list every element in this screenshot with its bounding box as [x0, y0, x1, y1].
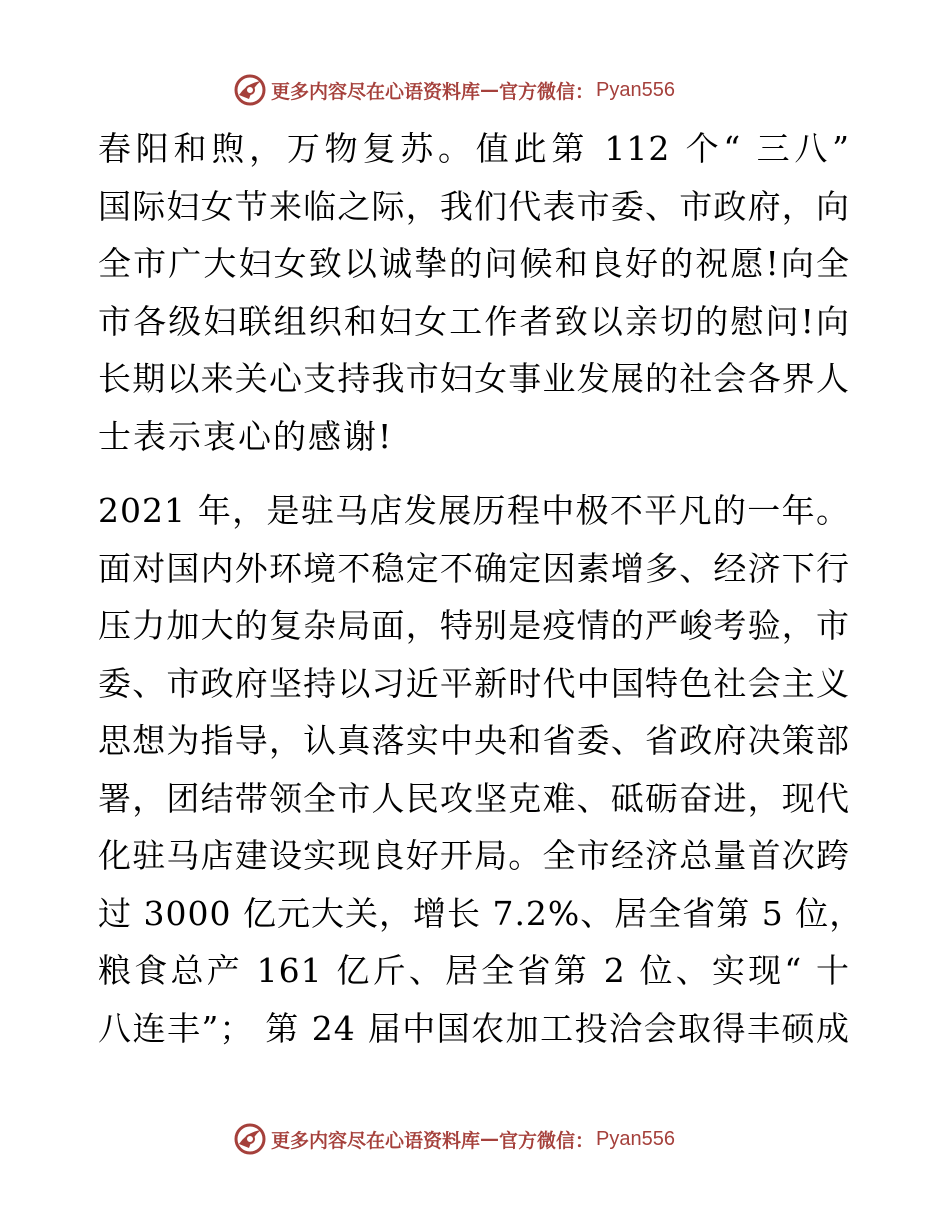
- watermark-label: 官方微信：: [499, 1129, 595, 1152]
- footer-watermark: [233, 1121, 675, 1157]
- paragraph-review-2021: [98, 482, 864, 1057]
- text-line: 春阳和煦，万物复苏。值此第 112 个“ 三八”: [98, 129, 850, 168]
- paragraph-spacer: [98, 465, 850, 482]
- text-line: 粮食总产 161 亿斤、居全省第 2 位、实现“ 十: [98, 951, 850, 990]
- header-watermark: [233, 72, 675, 108]
- text-line: 八连丰”； 第 24 届中国农加工投洽会取得丰硕成: [98, 1008, 850, 1048]
- watermark-wechat-id: Pyan556: [596, 78, 675, 101]
- text-line: 委、市政府坚持以习近平新时代中国特色社会主义: [98, 663, 850, 703]
- watermark-separator: —: [480, 1128, 500, 1150]
- text-line: 过 3000 亿元大关，增长 7.2%、居全省第 5 位，: [98, 893, 864, 933]
- library-logo-icon: [233, 1122, 267, 1156]
- text-line: 士表示衷心的感谢!: [98, 416, 394, 456]
- text-line: 市各级妇联组织和妇女工作者致以亲切的慰问!向: [98, 301, 850, 341]
- text-line: 长期以来关心支持我市妇女事业发展的社会各界人: [98, 359, 850, 398]
- text-line: 国际妇女节来临之际，我们代表市委、市政府，向: [98, 186, 850, 226]
- watermark-separator: —: [480, 79, 500, 101]
- text-line: 压力加大的复杂局面，特别是疫情的严峻考验，市: [98, 606, 850, 645]
- document-body: [98, 120, 864, 1057]
- text-line: 化驻马店建设实现良好开局。全市经济总量首次跨: [98, 836, 850, 875]
- library-logo-icon: [233, 73, 267, 107]
- watermark-main-text: 更多内容尽在心语资料库: [271, 1129, 481, 1152]
- text-line: 面对国内外环境不稳定不确定因素增多、经济下行: [98, 548, 850, 588]
- text-line: 全市广大妇女致以诚挚的问候和良好的祝愿!向全: [98, 244, 850, 283]
- watermark-main-text: 更多内容尽在心语资料库: [271, 80, 481, 103]
- text-line: 思想为指导，认真落实中央和省委、省政府决策部: [98, 721, 850, 760]
- watermark-wechat-id: Pyan556: [596, 1127, 675, 1150]
- paragraph-greeting: [98, 120, 850, 465]
- text-line: 2021 年，是驻马店发展历程中极不平凡的一年。: [98, 491, 850, 530]
- text-line: 署，团结带领全市人民攻坚克难、砥砺奋进，现代: [98, 778, 850, 818]
- watermark-label: 官方微信：: [499, 80, 595, 103]
